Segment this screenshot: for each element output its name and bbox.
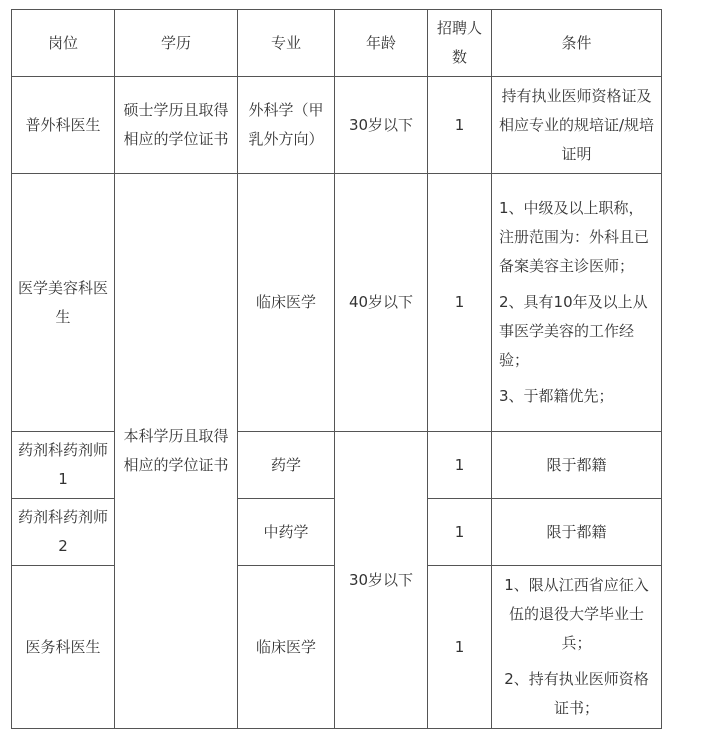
cell-age: 40岁以下 <box>335 174 428 432</box>
cell-major: 外科学（甲乳外方向） <box>238 77 335 174</box>
recruitment-table <box>11 9 662 729</box>
cell-count: 1 <box>428 432 492 499</box>
cell-conditions <box>492 566 662 729</box>
cell-position: 普外科医生 <box>12 77 115 174</box>
cell-position: 医学美容科医生 <box>12 174 115 432</box>
cell-major: 药学 <box>238 432 335 499</box>
cell-conditions: 持有执业医师资格证及相应专业的规培证/规培证明 <box>492 77 662 174</box>
cell-count: 1 <box>428 77 492 174</box>
cell-major: 临床医学 <box>238 566 335 729</box>
cell-education: 硕士学历且取得相应的学位证书 <box>115 77 238 174</box>
cell-major: 临床医学 <box>238 174 335 432</box>
header-position: 岗位 <box>12 10 115 77</box>
cell-age: 30岁以下 <box>335 77 428 174</box>
cell-education-shared: 本科学历且取得相应的学位证书 <box>115 174 238 729</box>
header-row <box>12 10 662 77</box>
cell-position: 药剂科药剂师1 <box>12 432 115 499</box>
cell-position: 药剂科药剂师2 <box>12 499 115 566</box>
cell-count: 1 <box>428 566 492 729</box>
cell-conditions: 限于都籍 <box>492 499 662 566</box>
cell-age-shared: 30岁以下 <box>335 432 428 729</box>
cell-conditions: 限于都籍 <box>492 432 662 499</box>
cell-major: 中药学 <box>238 499 335 566</box>
table-row <box>12 432 662 499</box>
table-row <box>12 77 662 174</box>
header-age: 年龄 <box>335 10 428 77</box>
cell-position: 医务科医生 <box>12 566 115 729</box>
header-major: 专业 <box>238 10 335 77</box>
condition-item: 1、中级及以上职称，注册范围为：外科且已备案美容主诊医师； <box>499 199 650 275</box>
condition-item: 2、持有执业医师资格证书； <box>504 670 649 717</box>
header-education: 学历 <box>115 10 238 77</box>
cell-count: 1 <box>428 499 492 566</box>
cell-conditions <box>492 174 662 432</box>
table-row <box>12 174 662 432</box>
condition-item: 3、于都籍优先； <box>499 387 614 405</box>
cell-count: 1 <box>428 174 492 432</box>
condition-item: 1、限从江西省应征入伍的退役大学毕业士兵； <box>504 576 649 652</box>
header-count: 招聘人数 <box>428 10 492 77</box>
condition-item: 2、具有10年及以上从事医学美容的工作经验； <box>499 293 648 369</box>
header-conditions: 条件 <box>492 10 662 77</box>
